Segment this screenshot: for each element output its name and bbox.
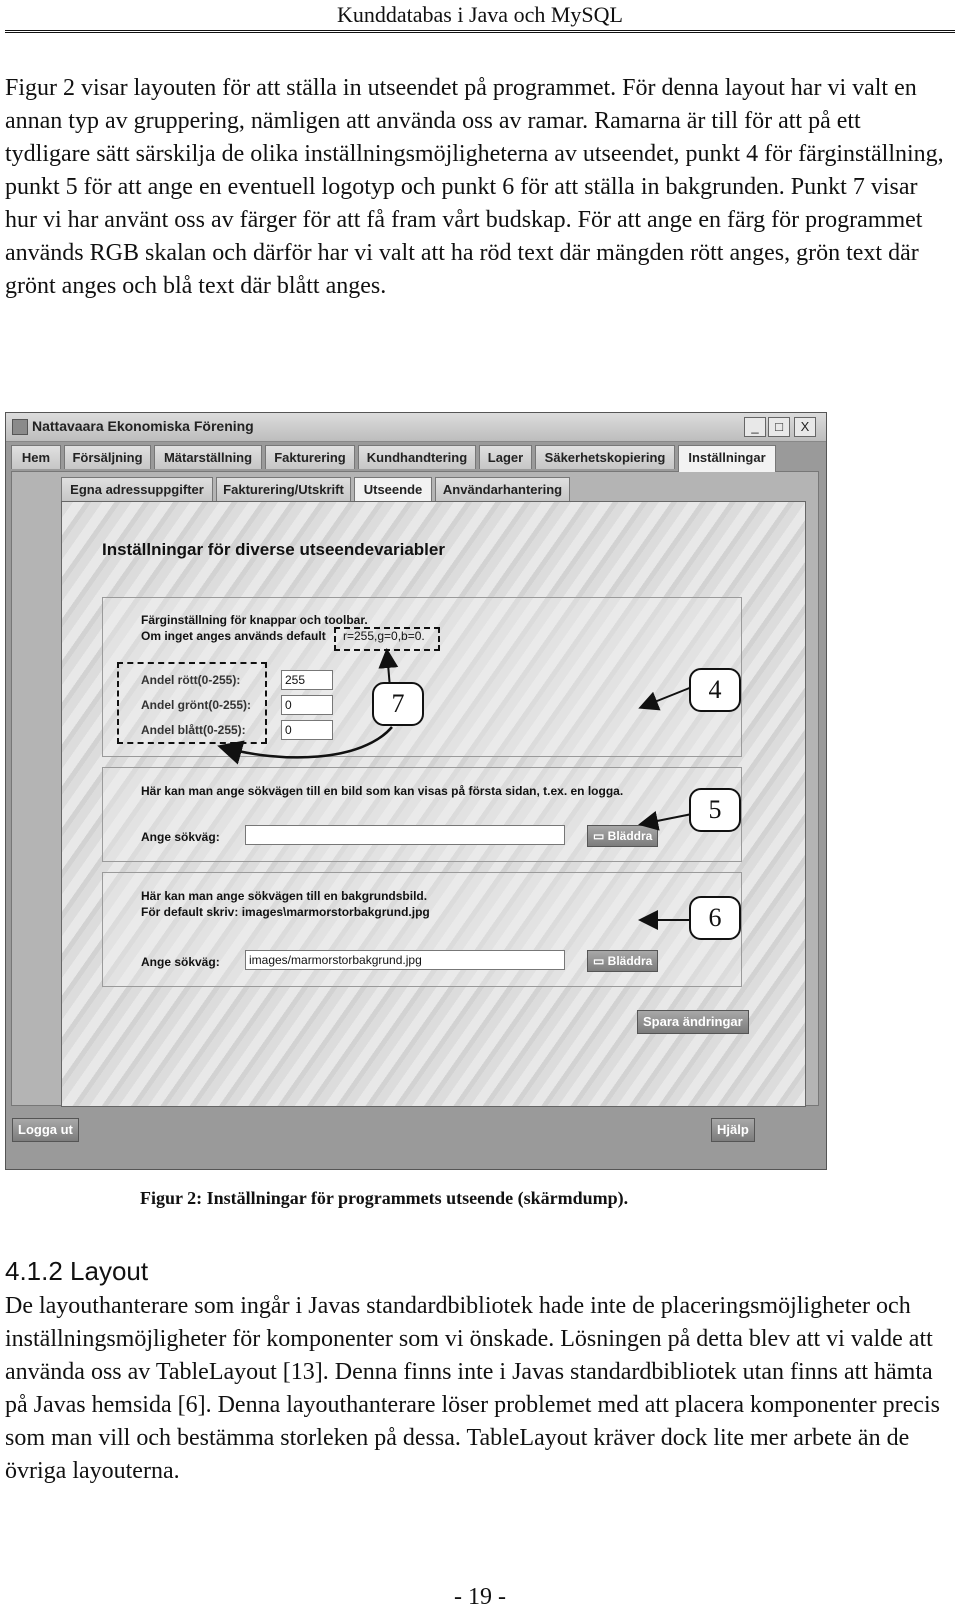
screenshot-window [5,412,827,1170]
logo-path-label: Ange sökväg: [141,830,220,844]
close-button[interactable]: X [794,417,816,437]
window-titlebar [6,413,826,442]
minimize-button[interactable]: _ [744,417,766,437]
green-amount-label: Andel grönt(0-255): [141,698,252,712]
panel-title: Inställningar för diverse utseendevariabler [102,540,445,559]
default-color-value: r=255,g=0,b=0. [343,629,425,643]
app-icon [12,419,28,435]
red-amount-input[interactable]: 255 [281,670,333,690]
callout-7: 7 [372,682,424,726]
red-amount-label: Andel rött(0-255): [141,673,241,687]
folder-icon: ▭ [593,954,608,968]
arrow-5 [642,814,692,824]
tab-anvandarhantering[interactable]: Användarhantering [435,477,570,501]
background-frame-line1: Här kan man ange sökvägen till en bakgrundsbild. [141,889,428,903]
arrow-7-left [222,727,392,757]
main-tab-bar [11,445,819,471]
tab-fakturering[interactable]: Fakturering [265,445,355,469]
logout-button[interactable]: Logga ut [12,1118,79,1142]
tab-kundhandtering[interactable]: Kundhandtering [358,445,476,469]
help-button[interactable]: Hjälp [711,1118,755,1142]
arrow-4 [642,687,692,707]
tab-matarstallning[interactable]: Mätarställning [154,445,262,469]
blue-amount-input[interactable]: 0 [281,720,333,740]
save-changes-button[interactable]: Spara ändringar [637,1010,749,1034]
background-browse-label: Bläddra [607,954,653,968]
running-header: Kunddatabas i Java och MySQL [337,2,623,27]
section-heading: 4.1.2 Layout [5,1256,149,1286]
header-rule [5,30,955,35]
tab-egna-adressuppgifter[interactable]: Egna adressuppgifter [61,477,213,501]
figure-caption: Figur 2: Inställningar för programmets utseende (skärmdump). [140,1188,629,1208]
window-title: Nattavaara Ekonomiska Förening [32,418,254,434]
green-amount-input[interactable]: 0 [281,695,333,715]
layout-paragraph: De layouthanterare som ingår i Javas standardbibliotek hade inte de placeringsmöjligheter och inställningsmöjligheter för komponenter som vi önskade. Lösningen på detta blev att vi valde att använda oss av TableLayout [13]. Denna finns inte i Javas standardbibliotek utan finns att hämta på Javas hemsida [6]. Denna layouthanterare löser problemet med att placera komponenter precis som man vill och bestämma storleken på dessa. TableLayout kräver dock lite mer arbete än de övriga layouterna. [5,1293,940,1484]
tab-utseende[interactable]: Utseende [354,477,432,504]
blue-amount-label: Andel blått(0-255): [141,723,246,737]
tab-lager[interactable]: Lager [479,445,532,469]
sub-tab-bar [61,477,761,503]
tab-sakerhetskopiering[interactable]: Säkerhetskopiering [535,445,675,469]
background-path-input[interactable]: images/marmorstorbakgrund.jpg [245,950,565,970]
intro-paragraph: Figur 2 visar layouten för att ställa in utseendet på programmet. För denna layout har vi valt en annan typ av gruppering, nämligen att använda oss av ramar. Ramarna är till för att på ett tydligare sätt särskilja de olika inställningsmöjligheterna av utseendet, punkt 4 för färginställning, punkt 5 för att ange en eventuell logotyp och punkt 6 för att ställa in bakgrunden. Punkt 7 visar hur vi har använt oss av färger för att få fram vårt budskap. För att ange en färg för programmet används RGB skalan och därför har vi valt att ha röd text där mängden rött anges, grön text där grönt anges och blå text där blått anges. [5,75,944,299]
page-number: - 19 - [454,1584,506,1610]
background-frame-line2: För default skriv: images\marmorstorbakgrund.jpg [141,905,430,919]
tab-installningar[interactable]: Inställningar [678,445,776,472]
callout-4: 4 [689,668,741,712]
color-frame-line2: Om inget anges används default [141,629,326,643]
logo-frame-description: Här kan man ange sökvägen till en bild som kan visas på första sidan, t.ex. en logga. [141,784,624,798]
maximize-button[interactable]: □ [768,417,790,437]
tab-forsaljning[interactable]: Försäljning [64,445,151,469]
callout-6: 6 [689,896,741,940]
color-frame-line1: Färginställning för knappar och toolbar. [141,613,368,627]
tab-hem[interactable]: Hem [11,445,61,469]
tab-fakturering-utskrift[interactable]: Fakturering/Utskrift [216,477,351,501]
logo-browse-label: Bläddra [607,829,653,843]
callout-5: 5 [689,788,741,832]
background-path-label: Ange sökväg: [141,955,220,969]
appearance-settings-panel [61,501,806,1107]
folder-icon: ▭ [593,829,608,843]
